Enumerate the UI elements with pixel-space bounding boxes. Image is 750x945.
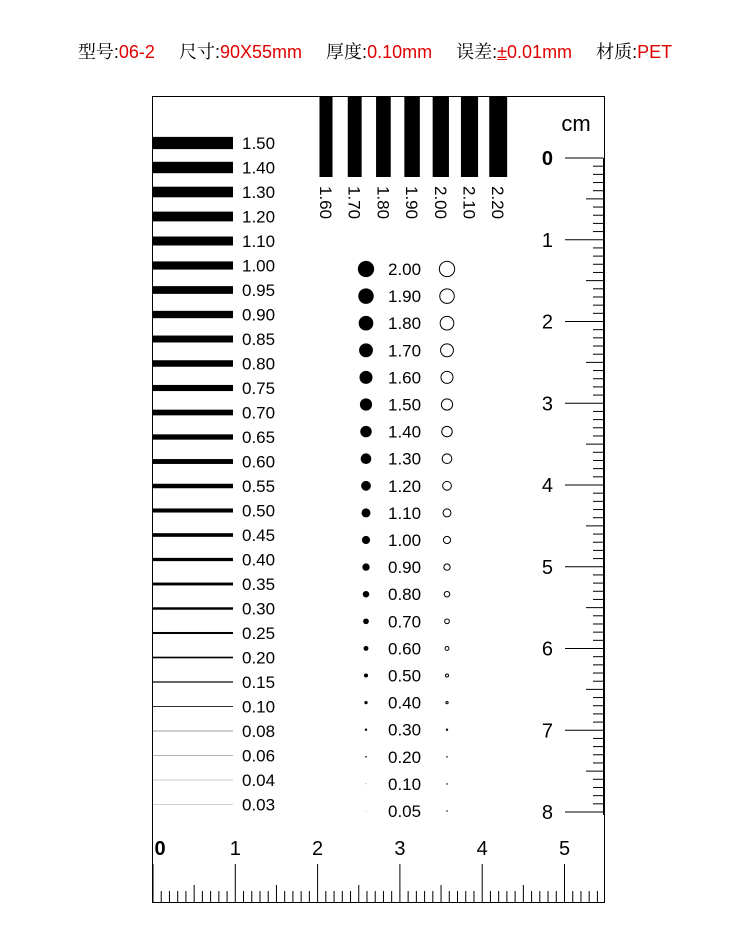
tolerance-label: 误差 xyxy=(456,42,493,62)
hollow-dot xyxy=(444,591,450,597)
unit-label: cm xyxy=(561,111,591,136)
line-sample xyxy=(152,237,233,246)
line-width-label: 0.50 xyxy=(242,501,276,521)
line-width-label: 0.06 xyxy=(242,746,276,766)
line-width-label: 0.65 xyxy=(242,428,276,447)
horizontal-ruler xyxy=(153,838,597,902)
line-width-label: 0.30 xyxy=(242,599,276,619)
dot-size-label: 0.05 xyxy=(388,802,422,821)
line-sample xyxy=(152,607,233,609)
line-width-label: 0.75 xyxy=(242,379,276,398)
filled-dot xyxy=(361,453,372,464)
filled-dot xyxy=(360,398,372,410)
filled-dot xyxy=(364,673,368,677)
line-sample xyxy=(152,162,233,173)
horizontal-ruler-label: 0 xyxy=(154,838,166,860)
hollow-dot xyxy=(441,371,453,383)
filled-dot xyxy=(365,756,367,758)
hollow-dot xyxy=(446,701,448,703)
line-width-label: 0.45 xyxy=(242,526,276,545)
line-sample xyxy=(152,731,233,732)
line-width-label: 0.03 xyxy=(242,795,276,815)
horizontal-ruler-label: 3 xyxy=(394,838,406,860)
line-sample xyxy=(152,286,233,294)
filled-dot xyxy=(365,728,367,730)
filled-dot xyxy=(364,646,369,651)
vertical-ruler-label: 4 xyxy=(541,475,553,497)
line-sample xyxy=(152,508,233,512)
dot-size-label: 0.60 xyxy=(388,639,422,659)
filled-dot xyxy=(362,563,369,570)
hollow-dot xyxy=(443,536,450,543)
dot-size-label: 0.20 xyxy=(388,747,422,767)
vertical-ruler-label: 7 xyxy=(541,720,553,743)
hollow-dot xyxy=(445,674,448,677)
hollow-dot xyxy=(440,316,454,330)
line-sample xyxy=(152,706,233,707)
filled-dot xyxy=(361,481,371,491)
model-label: 型号 xyxy=(77,42,114,62)
bar-width-label: 2.20 xyxy=(488,186,508,220)
hollow-dot xyxy=(446,729,447,730)
vertical-ruler-label: 8 xyxy=(541,802,553,824)
line-sample xyxy=(152,657,233,659)
line-width-label: 0.95 xyxy=(242,281,276,300)
vertical-ruler-label: 1 xyxy=(541,229,553,252)
line-sample xyxy=(152,681,233,682)
hollow-dot xyxy=(441,344,454,357)
line-sample xyxy=(152,137,233,149)
vertical-ruler-label: 0 xyxy=(541,148,553,170)
bar-width-label: 1.60 xyxy=(316,186,335,220)
dot-size-label: 0.10 xyxy=(388,774,422,794)
dot-size-label: 1.00 xyxy=(388,531,422,550)
dot-size-label: 1.70 xyxy=(388,341,422,361)
vertical-ruler-label: 3 xyxy=(541,393,553,416)
line-width-label: 0.15 xyxy=(242,673,276,692)
line-width-label: 0.85 xyxy=(242,330,276,349)
line-sample xyxy=(152,558,233,561)
filled-dot xyxy=(363,618,369,624)
line-width-label: 1.20 xyxy=(242,207,276,227)
hollow-dot xyxy=(442,454,452,464)
filled-dot xyxy=(364,701,367,704)
bar-width-scale xyxy=(316,96,507,219)
dot-size-label: 2.00 xyxy=(388,260,422,279)
horizontal-ruler-label: 5 xyxy=(558,838,571,860)
line-width-label: 0.55 xyxy=(242,477,276,496)
spec-line: 型号:06-2 尺寸:90X55mm 厚度:0.10mm 误差:±0.01mm 材质:PET xyxy=(77,42,673,62)
dot-size-label: 0.80 xyxy=(388,585,422,605)
vertical-ruler xyxy=(542,148,604,824)
thickness-label: 厚度 xyxy=(326,42,363,62)
line-width-label: 0.20 xyxy=(242,648,276,668)
dot-size-label: 1.10 xyxy=(388,503,422,523)
bar-width-label: 2.10 xyxy=(459,186,479,220)
line-sample xyxy=(152,336,233,343)
line-width-label: 0.60 xyxy=(242,452,276,472)
line-width-label: 0.70 xyxy=(242,403,276,423)
dot-size-label: 1.30 xyxy=(388,449,422,469)
dot-size-label: 1.90 xyxy=(388,287,422,307)
line-sample xyxy=(152,484,233,488)
size-label: 尺寸 xyxy=(178,42,215,62)
dot-size-label: 0.30 xyxy=(388,720,422,740)
filled-dot xyxy=(359,316,374,331)
bar-sample xyxy=(319,96,332,177)
line-sample xyxy=(152,434,233,439)
dot-size-label: 1.50 xyxy=(388,395,422,415)
bar-sample xyxy=(433,96,449,177)
dot-size-label: 1.40 xyxy=(388,422,422,442)
line-sample xyxy=(152,212,233,222)
line-sample xyxy=(152,311,233,318)
line-sample xyxy=(152,410,233,416)
hollow-dot xyxy=(442,426,452,436)
vertical-ruler-label: 2 xyxy=(541,311,553,334)
hollow-dot xyxy=(443,509,451,517)
hollow-dot xyxy=(443,481,452,490)
filled-dot xyxy=(360,426,371,437)
line-width-label: 0.80 xyxy=(242,354,276,374)
filled-dot xyxy=(359,343,373,357)
dot-size-label: 0.40 xyxy=(388,693,422,713)
horizontal-ruler-label: 4 xyxy=(476,838,488,860)
line-width-label: 1.50 xyxy=(242,134,276,153)
line-width-label: 0.04 xyxy=(242,771,276,790)
dot-size-label: 1.80 xyxy=(388,314,422,334)
hollow-dot xyxy=(445,619,450,624)
hollow-dot xyxy=(439,261,454,276)
material-label: 材质 xyxy=(596,42,633,62)
line-width-label: 1.40 xyxy=(242,158,276,178)
line-sample xyxy=(152,632,233,634)
bar-width-label: 1.70 xyxy=(344,186,364,220)
filled-dot xyxy=(359,371,372,384)
dot-size-label: 1.20 xyxy=(388,476,422,496)
hollow-dot xyxy=(441,399,452,410)
line-width-label: 0.40 xyxy=(242,550,276,570)
filled-dot xyxy=(362,536,370,544)
line-width-label: 1.30 xyxy=(242,183,276,202)
size-value: 90X55mm xyxy=(219,42,303,62)
line-width-label: 0.35 xyxy=(242,575,276,594)
dot-size-label: 0.90 xyxy=(388,558,422,578)
line-width-label: 1.00 xyxy=(242,256,276,276)
tolerance-sign: ± xyxy=(497,42,508,62)
model-value: 06-2 xyxy=(118,42,155,62)
hollow-dot xyxy=(447,756,448,757)
line-sample xyxy=(152,459,233,464)
bar-width-label: 1.80 xyxy=(373,186,393,220)
hollow-dot xyxy=(447,784,448,785)
line-sample xyxy=(152,261,233,269)
thickness-value: 0.10mm xyxy=(367,42,433,62)
line-width-label: 1.10 xyxy=(242,232,276,251)
filled-dot xyxy=(362,508,371,517)
dot-size-scale xyxy=(358,260,455,821)
line-sample xyxy=(152,187,233,198)
filled-dot xyxy=(366,783,367,784)
filled-dot xyxy=(366,811,367,812)
hollow-dot xyxy=(447,811,448,812)
line-sample xyxy=(152,360,233,367)
line-sample xyxy=(152,385,233,391)
hollow-dot xyxy=(444,564,450,570)
horizontal-ruler-label: 1 xyxy=(229,838,241,860)
line-width-scale xyxy=(152,134,275,815)
filled-dot xyxy=(358,288,373,303)
dot-size-label: 1.60 xyxy=(388,368,422,388)
horizontal-ruler-label: 2 xyxy=(312,838,324,860)
hollow-dot xyxy=(440,289,454,303)
bar-width-label: 2.00 xyxy=(430,186,450,220)
bar-sample xyxy=(404,96,419,177)
dot-size-label: 0.70 xyxy=(388,612,422,632)
bar-sample xyxy=(376,96,391,177)
bar-sample xyxy=(489,96,507,177)
hollow-dot xyxy=(445,646,449,650)
bar-sample xyxy=(348,96,362,177)
vertical-ruler-label: 6 xyxy=(541,638,553,661)
vertical-ruler-label: 5 xyxy=(541,556,553,579)
line-width-label: 0.08 xyxy=(242,722,276,741)
line-width-label: 0.90 xyxy=(242,305,276,325)
bar-sample xyxy=(461,96,478,177)
line-width-label: 0.10 xyxy=(242,697,276,717)
dot-size-label: 0.50 xyxy=(388,666,422,686)
tolerance-value: 0.01mm xyxy=(507,42,573,62)
filled-dot xyxy=(363,591,370,598)
line-sample xyxy=(152,583,233,586)
bar-width-label: 1.90 xyxy=(402,186,422,220)
line-sample xyxy=(152,533,233,537)
line-width-label: 0.25 xyxy=(242,624,276,643)
filled-dot xyxy=(358,261,374,277)
material-value: PET xyxy=(637,42,673,62)
